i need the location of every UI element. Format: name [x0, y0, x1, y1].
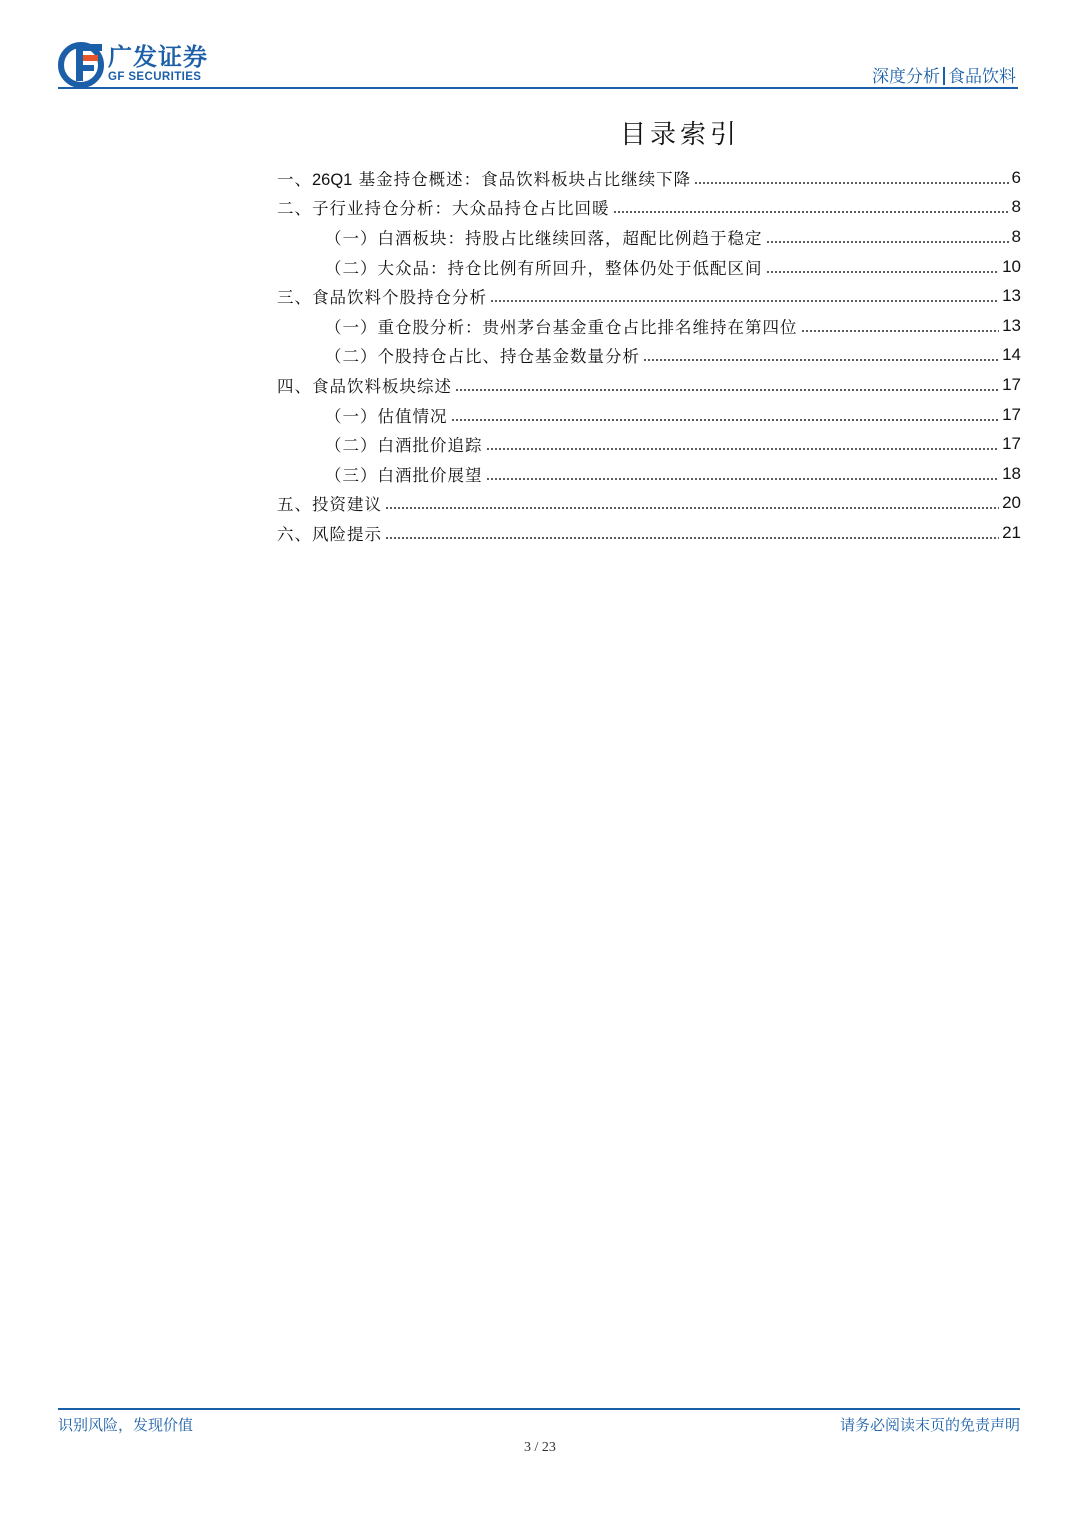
- toc-entry-text: 六、风险提示: [277, 524, 382, 544]
- toc-subentry[interactable]: [277, 252, 1021, 282]
- toc-entry[interactable]: [277, 281, 1021, 311]
- toc-entry-text: （二）白酒批价追踪: [325, 436, 483, 456]
- toc-entry-text: （二）个股持仓占比、持仓基金数量分析: [325, 347, 640, 367]
- toc-entry-title: 基金持仓概述：食品饮料板块占比继续下降: [352, 169, 692, 189]
- toc-leader-dots: [455, 389, 999, 391]
- toc-leader-dots: [385, 537, 999, 539]
- toc-leader-dots: [486, 448, 1000, 450]
- logo-english-name: GF SECURITIES: [108, 71, 202, 83]
- toc-leader-dots: [694, 182, 1008, 184]
- toc-leader-dots: [643, 359, 999, 361]
- toc-page-number: 20: [1002, 493, 1021, 513]
- toc-entry-text: （一）重仓股分析：贵州茅台基金重仓占比排名维持在第四位: [325, 317, 798, 337]
- header-divider: [58, 87, 1018, 89]
- toc-leader-dots: [486, 478, 1000, 480]
- toc-page-number: 17: [1002, 404, 1021, 424]
- table-of-contents: [277, 163, 1021, 548]
- toc-page-number: 18: [1002, 463, 1021, 483]
- toc-leader-dots: [490, 300, 999, 302]
- toc-entry-text: （三）白酒批价展望: [325, 465, 483, 485]
- toc-leader-dots: [766, 271, 1000, 273]
- toc-page-number: 14: [1002, 345, 1021, 365]
- toc-entry-text: [277, 166, 691, 190]
- toc-entry-text: 四、食品饮料板块综述: [277, 376, 452, 396]
- toc-entry-text: 五、投资建议: [277, 495, 382, 515]
- toc-title: 目录索引: [619, 120, 740, 150]
- footer-divider: [58, 1408, 1020, 1410]
- toc-subentry[interactable]: [277, 341, 1021, 371]
- industry-name: 食品饮料: [948, 67, 1016, 87]
- toc-entry-text: 三、食品饮料个股持仓分析: [277, 288, 487, 308]
- toc-leader-dots: [801, 330, 1000, 332]
- company-logo: [58, 38, 208, 90]
- toc-subentry[interactable]: [277, 429, 1021, 459]
- toc-leader-dots: [385, 507, 999, 509]
- page-number: 3 / 23: [524, 1440, 556, 1455]
- toc-page-number: 17: [1002, 434, 1021, 454]
- toc-entry-quarter: 26Q1: [312, 170, 353, 189]
- toc-page-number: 13: [1002, 315, 1021, 335]
- page-header: [58, 38, 1018, 90]
- toc-entry-text: （一）估值情况: [325, 406, 448, 426]
- report-type: 深度分析: [872, 67, 940, 87]
- toc-entry[interactable]: [277, 489, 1021, 519]
- toc-leader-dots: [766, 241, 1009, 243]
- toc-entry[interactable]: [277, 518, 1021, 548]
- report-category: [872, 62, 1016, 87]
- toc-entry-text: 二、子行业持仓分析：大众品持仓占比回暖: [277, 199, 610, 219]
- toc-page-number: 6: [1011, 167, 1021, 187]
- toc-page-number: 17: [1002, 374, 1021, 394]
- toc-entry[interactable]: [277, 163, 1021, 193]
- footer-disclaimer: 请务必阅读末页的免责声明: [839, 1416, 1020, 1434]
- toc-subentry[interactable]: [277, 400, 1021, 430]
- toc-page-number: 8: [1011, 226, 1021, 246]
- logo-chinese-name: 广发证券: [108, 43, 208, 71]
- toc-subentry[interactable]: [277, 311, 1021, 341]
- toc-leader-dots: [613, 211, 1009, 213]
- toc-entry[interactable]: [277, 370, 1021, 400]
- footer-slogan: 识别风险，发现价值: [58, 1416, 194, 1434]
- toc-entry-text: （一）白酒板块：持股占比继续回落，超配比例趋于稳定: [325, 228, 763, 248]
- toc-entry-text: （二）大众品：持仓比例有所回升，整体仍处于低配区间: [325, 258, 763, 278]
- toc-entry[interactable]: [277, 193, 1021, 223]
- toc-subentry[interactable]: [277, 459, 1021, 489]
- toc-subentry[interactable]: [277, 222, 1021, 252]
- toc-page-number: 10: [1002, 256, 1021, 276]
- toc-page-number: 8: [1011, 197, 1021, 217]
- toc-leader-dots: [451, 419, 1000, 421]
- toc-page-number: 21: [1002, 522, 1021, 542]
- toc-entry-prefix: 一、: [277, 169, 312, 189]
- header-separator: [943, 67, 945, 85]
- toc-page-number: 13: [1002, 286, 1021, 306]
- gf-logo-icon: [58, 40, 104, 88]
